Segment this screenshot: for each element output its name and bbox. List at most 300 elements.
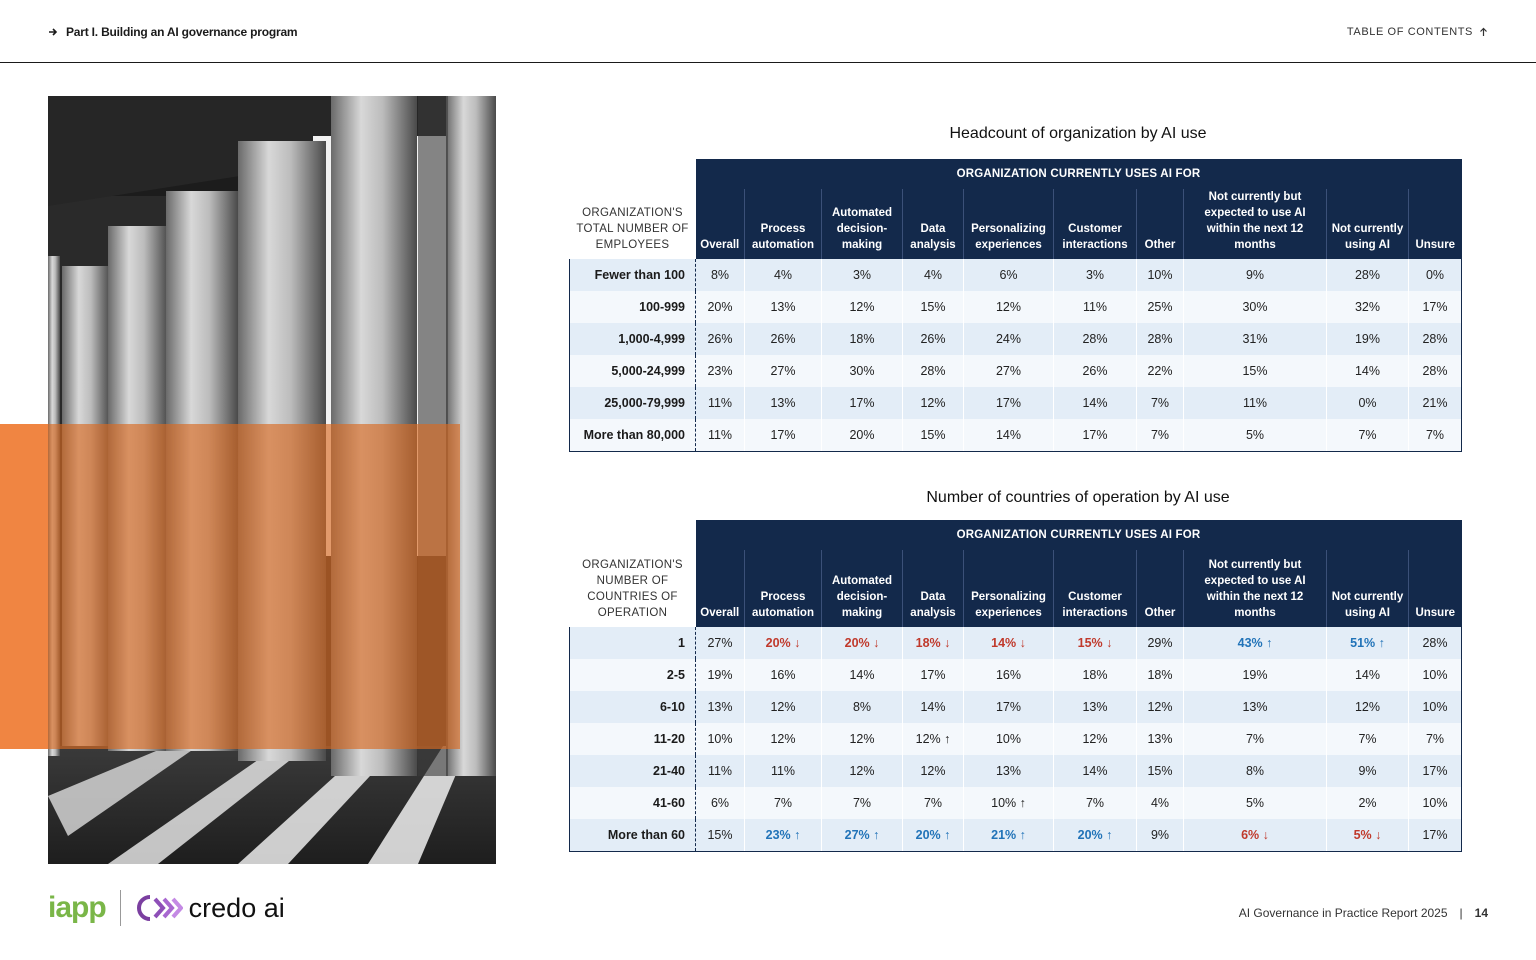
- table-row: [570, 659, 1462, 691]
- table-cell: [1327, 691, 1409, 723]
- cell-value: 12%: [920, 396, 946, 410]
- cell-value: 15%: [920, 300, 946, 314]
- cell-value: 10%: [1422, 700, 1448, 714]
- cell-value: 18%: [1147, 668, 1173, 682]
- table-cell: [1184, 627, 1327, 659]
- footer-separator: |: [1459, 906, 1463, 920]
- cell-value: 30%: [849, 364, 875, 378]
- table-cell: [903, 787, 964, 819]
- cell-value: 25%: [1147, 300, 1173, 314]
- table-cell: [1409, 387, 1462, 419]
- table-row: [570, 291, 1462, 323]
- table-cell: [1409, 659, 1462, 691]
- table-cell: [1409, 819, 1462, 851]
- cell-value: 43% ↑: [1237, 636, 1273, 650]
- table-cell: [903, 387, 964, 419]
- cell-value: 21% ↑: [991, 827, 1026, 842]
- table-cell: [1054, 259, 1137, 291]
- cell-value: 10%: [1147, 268, 1173, 282]
- table-cell: [1137, 819, 1184, 851]
- cell-value: 28%: [920, 364, 946, 378]
- table-cell: [1184, 291, 1327, 323]
- cell-value: 14%: [1354, 668, 1381, 682]
- cell-value: 14%: [1082, 764, 1108, 778]
- table-cell: [1137, 355, 1184, 387]
- table-cell: [696, 691, 745, 723]
- table-cell: [822, 355, 903, 387]
- table-row: [570, 819, 1462, 851]
- cell-value: 15%: [707, 827, 733, 842]
- span-header: ORGANIZATION CURRENTLY USES AI FOR: [696, 520, 1462, 550]
- table-cell: [964, 355, 1054, 387]
- cell-value: 28%: [1354, 268, 1381, 282]
- row-label: 41-60: [570, 787, 696, 819]
- col-header: Automated decision-making: [822, 550, 903, 627]
- table-cell: [1409, 723, 1462, 755]
- table-cell: [745, 755, 822, 787]
- cell-value: 7%: [1150, 396, 1170, 410]
- table-cell: [1054, 659, 1137, 691]
- col-header: Not currently but expected to use AI within the next 12 months: [1184, 189, 1327, 259]
- table-cell: [696, 819, 745, 851]
- cell-value: 13%: [770, 300, 796, 314]
- cell-value: 12%: [849, 300, 875, 314]
- cell-value: 29%: [1147, 636, 1173, 650]
- table-cell: [1054, 419, 1137, 451]
- cell-value: 12%: [849, 764, 875, 778]
- row-label: 5,000-24,999: [570, 355, 696, 387]
- cell-value: 10%: [707, 732, 733, 746]
- cell-value: 20% ↓: [765, 636, 801, 650]
- table-row: [570, 691, 1462, 723]
- cell-value: 13%: [1082, 700, 1108, 714]
- cell-value: 13%: [995, 764, 1022, 778]
- cell-value: 5% ↓: [1353, 827, 1382, 842]
- cell-value: 4%: [1150, 796, 1170, 810]
- cell-value: 12% ↑: [915, 732, 951, 746]
- table-cell: [696, 723, 745, 755]
- cell-value: 28%: [1422, 364, 1448, 378]
- columns-illustration: [48, 96, 496, 864]
- table-cell: [696, 291, 745, 323]
- table-cell: [1327, 723, 1409, 755]
- table-row: [570, 419, 1462, 451]
- table-cell: [1184, 259, 1327, 291]
- table-cell: [903, 659, 964, 691]
- table-cell: [1137, 419, 1184, 451]
- col-header: Process automation: [745, 550, 822, 627]
- cell-value: 14%: [995, 427, 1022, 442]
- table-cell: [964, 819, 1054, 851]
- table-cell: [745, 387, 822, 419]
- table-cell: [964, 659, 1054, 691]
- cell-value: 3%: [1085, 268, 1105, 282]
- table-cell: [1327, 755, 1409, 787]
- table-cell: [903, 291, 964, 323]
- credo-ai-wordmark: credo ai: [188, 892, 285, 923]
- iapp-logo: iapp: [48, 891, 106, 924]
- table-cell: [1137, 323, 1184, 355]
- cell-value: 32%: [1354, 300, 1381, 314]
- cell-value: 17%: [1422, 764, 1448, 778]
- cell-value: 10%: [995, 732, 1022, 746]
- cell-value: 20%: [707, 300, 733, 314]
- table-cell: [1409, 787, 1462, 819]
- table-cell: [1137, 627, 1184, 659]
- table-cell: [1409, 755, 1462, 787]
- cell-value: 12%: [770, 732, 796, 746]
- cell-value: 7%: [773, 796, 793, 810]
- table-cell: [1054, 291, 1137, 323]
- table-cell: [1054, 387, 1137, 419]
- table-cell: [1137, 755, 1184, 787]
- row-label: Fewer than 100: [570, 259, 696, 291]
- cell-value: 7%: [923, 796, 943, 810]
- cell-value: 22%: [1147, 364, 1173, 378]
- headcount-table: [569, 159, 1462, 452]
- table-cell: [903, 723, 964, 755]
- table-cell: [1184, 323, 1327, 355]
- cell-value: 23%: [707, 364, 733, 378]
- table-cell: [1409, 355, 1462, 387]
- partner-logos: [48, 888, 285, 928]
- cell-value: 28%: [1082, 332, 1108, 346]
- cell-value: 15%: [1147, 764, 1173, 778]
- span-header: ORGANIZATION CURRENTLY USES AI FOR: [696, 159, 1462, 189]
- cell-value: 6%: [999, 268, 1018, 282]
- col-header: Not currently using AI: [1327, 189, 1409, 259]
- table1-title: Headcount of organization by AI use: [949, 125, 1207, 142]
- table-cell: [745, 291, 822, 323]
- cell-value: 18%: [1082, 668, 1108, 682]
- arrow-up-icon: [1479, 27, 1488, 37]
- table-cell: [964, 755, 1054, 787]
- table-cell: [745, 355, 822, 387]
- cell-value: 26%: [770, 332, 796, 346]
- table-cell: [903, 755, 964, 787]
- table-cell: [1137, 787, 1184, 819]
- cell-value: 4%: [923, 268, 943, 282]
- cell-value: 27%: [770, 364, 796, 378]
- table-cell: [745, 691, 822, 723]
- cell-value: 19%: [707, 668, 733, 682]
- cell-value: 17%: [770, 427, 796, 442]
- arrow-right-icon: [48, 27, 58, 37]
- cell-value: 6% ↓: [1241, 827, 1269, 842]
- cell-value: 17%: [1422, 827, 1448, 842]
- row-label: 11-20: [570, 723, 696, 755]
- cell-value: 17%: [920, 668, 946, 682]
- cell-value: 17%: [995, 700, 1022, 714]
- table-cell: [1327, 387, 1409, 419]
- col-header: Unsure: [1409, 189, 1462, 259]
- table2-body: [570, 627, 1462, 851]
- row-label: 6-10: [570, 691, 696, 723]
- cell-value: 14%: [849, 668, 875, 682]
- row-header: ORGANIZATION'S NUMBER OF COUNTRIES OF OPERATION: [582, 559, 683, 619]
- row-label: More than 80,000: [570, 419, 696, 451]
- cell-value: 20%: [849, 427, 875, 442]
- col-header: Personalizing experiences: [964, 189, 1054, 259]
- table-cell: [1327, 819, 1409, 851]
- row-label: 21-40: [570, 755, 696, 787]
- table-cell: [964, 627, 1054, 659]
- col-header: Process automation: [745, 189, 822, 259]
- cell-value: 7%: [852, 796, 872, 810]
- table-cell: [822, 723, 903, 755]
- table-cell: [822, 627, 903, 659]
- table-cell: [1054, 691, 1137, 723]
- cell-value: 24%: [995, 332, 1022, 346]
- table-cell: [696, 387, 745, 419]
- cell-value: 0%: [1425, 268, 1445, 282]
- page-header: [0, 0, 1536, 63]
- table-cell: [822, 755, 903, 787]
- table-cell: [1137, 659, 1184, 691]
- table-row: [570, 259, 1462, 291]
- cell-value: 12%: [849, 732, 875, 746]
- col-header: Overall: [696, 550, 745, 627]
- col-header: Customer interactions: [1054, 189, 1137, 259]
- cell-value: 18%: [849, 332, 875, 346]
- table-cell: [1327, 659, 1409, 691]
- toc-label: TABLE OF CONTENTS: [1346, 26, 1473, 38]
- table-cell: [1409, 691, 1462, 723]
- table-row: [570, 387, 1462, 419]
- table-cell: [745, 259, 822, 291]
- table-cell: [1054, 787, 1137, 819]
- row-label: 1,000-4,999: [570, 323, 696, 355]
- table-cell: [822, 819, 903, 851]
- cell-value: 7%: [1358, 732, 1377, 746]
- table-cell: [964, 691, 1054, 723]
- cell-value: 4%: [773, 268, 793, 282]
- cell-value: 7%: [1425, 427, 1445, 442]
- cell-value: 11%: [770, 764, 796, 778]
- cell-value: 11%: [1082, 300, 1108, 314]
- cell-value: 15%: [1242, 364, 1268, 378]
- col-header: Personalizing experiences: [964, 550, 1054, 627]
- table-cell: [1184, 723, 1327, 755]
- credo-ai-logo: [135, 893, 285, 924]
- table-cell: [1054, 627, 1137, 659]
- table-cell: [1137, 291, 1184, 323]
- table-cell: [696, 323, 745, 355]
- col-header: Not currently but expected to use AI within the next 12 months: [1184, 550, 1327, 627]
- table-cell: [1184, 755, 1327, 787]
- cell-value: 8%: [1245, 764, 1265, 778]
- cell-value: 8%: [852, 700, 872, 714]
- cell-value: 11%: [707, 427, 733, 442]
- cell-value: 10%: [1422, 668, 1448, 682]
- cell-value: 12%: [1147, 700, 1173, 714]
- cell-value: 9%: [1358, 764, 1377, 778]
- table-cell: [745, 723, 822, 755]
- table-cell: [1137, 723, 1184, 755]
- table-cell: [903, 819, 964, 851]
- col-header: Customer interactions: [1054, 550, 1137, 627]
- table-row: [570, 627, 1462, 659]
- cell-value: 11%: [1242, 396, 1268, 410]
- table-cell: [745, 659, 822, 691]
- table-cell: [1409, 323, 1462, 355]
- table-cell: [964, 323, 1054, 355]
- cell-value: 12%: [1082, 732, 1108, 746]
- table-cell: [696, 787, 745, 819]
- cell-value: 2%: [1358, 796, 1377, 810]
- cell-value: 19%: [1354, 332, 1381, 346]
- table-cell: [1184, 787, 1327, 819]
- table-cell: [1409, 291, 1462, 323]
- cell-value: 26%: [707, 332, 733, 346]
- logo-divider: [120, 890, 121, 926]
- table1-body: [570, 259, 1462, 451]
- table2-title: Number of countries of operation by AI use: [926, 489, 1230, 506]
- cell-value: 27% ↑: [844, 827, 880, 842]
- cell-value: 12%: [920, 764, 946, 778]
- report-title: AI Governance in Practice Report 2025: [1238, 906, 1448, 920]
- cell-value: 11%: [707, 396, 733, 410]
- cell-value: 13%: [770, 396, 796, 410]
- table-cell: [822, 787, 903, 819]
- table-cell: [903, 419, 964, 451]
- cell-value: 15%: [920, 427, 946, 442]
- table-cell: [1184, 819, 1327, 851]
- cell-value: 6%: [710, 796, 730, 810]
- table-cell: [822, 691, 903, 723]
- cell-value: 5%: [1245, 796, 1265, 810]
- cell-value: 27%: [995, 364, 1022, 378]
- cell-value: 19%: [1242, 668, 1268, 682]
- table-cell: [1327, 355, 1409, 387]
- cell-value: 14%: [920, 700, 946, 714]
- table-cell: [1054, 323, 1137, 355]
- cell-value: 10%: [1422, 796, 1448, 810]
- cell-value: 0%: [1358, 396, 1377, 410]
- table-cell: [903, 627, 964, 659]
- table-row: [570, 355, 1462, 387]
- cell-value: 31%: [1242, 332, 1268, 346]
- table-cell: [1054, 819, 1137, 851]
- col-header: Data analysis: [903, 550, 964, 627]
- col-header: Overall: [696, 189, 745, 259]
- table-cell: [964, 419, 1054, 451]
- row-label: More than 60: [570, 819, 696, 851]
- row-label: 100-999: [570, 291, 696, 323]
- table-cell: [822, 659, 903, 691]
- table-cell: [1054, 355, 1137, 387]
- cell-value: 51% ↑: [1350, 636, 1385, 650]
- cell-value: 17%: [1082, 427, 1108, 442]
- countries-table: [569, 520, 1462, 852]
- cell-value: 30%: [1242, 300, 1268, 314]
- table-cell: [745, 419, 822, 451]
- columns-photo: [48, 96, 496, 864]
- cell-value: 21%: [1422, 396, 1448, 410]
- cell-value: 15% ↓: [1077, 636, 1113, 650]
- cell-value: 18% ↓: [915, 636, 951, 650]
- table-cell: [1409, 627, 1462, 659]
- cell-value: 3%: [852, 268, 872, 282]
- table-cell: [964, 259, 1054, 291]
- cell-value: 26%: [1082, 364, 1108, 378]
- table-cell: [1184, 419, 1327, 451]
- table-cell: [1054, 723, 1137, 755]
- cell-value: 17%: [995, 396, 1022, 410]
- table-cell: [822, 387, 903, 419]
- table-cell: [745, 323, 822, 355]
- col-header: Other: [1137, 189, 1184, 259]
- cell-value: 20% ↓: [844, 636, 880, 650]
- table-cell: [696, 355, 745, 387]
- cell-value: 20% ↑: [915, 827, 951, 842]
- table-cell: [1327, 419, 1409, 451]
- cell-value: 17%: [849, 396, 875, 410]
- cell-value: 9%: [1150, 827, 1170, 842]
- cell-value: 14%: [1082, 396, 1108, 410]
- row-header: ORGANIZATION'S TOTAL NUMBER OF EMPLOYEES: [576, 207, 689, 251]
- table-cell: [964, 787, 1054, 819]
- table-cell: [1137, 259, 1184, 291]
- table-cell: [964, 291, 1054, 323]
- row-label: 25,000-79,999: [570, 387, 696, 419]
- table-cell: [964, 387, 1054, 419]
- table-cell: [1409, 419, 1462, 451]
- table-cell: [696, 627, 745, 659]
- table-cell: [745, 627, 822, 659]
- cell-value: 27%: [707, 636, 733, 650]
- page-footer: [1239, 906, 1488, 920]
- cell-value: 9%: [1245, 268, 1265, 282]
- table-row: [570, 755, 1462, 787]
- cell-value: 16%: [770, 668, 796, 682]
- table-cell: [696, 259, 745, 291]
- table-cell: [1327, 627, 1409, 659]
- col-header: Other: [1137, 550, 1184, 627]
- cell-value: 8%: [710, 268, 730, 282]
- table-cell: [903, 259, 964, 291]
- col-header: Unsure: [1409, 550, 1462, 627]
- table-cell: [696, 755, 745, 787]
- table-cell: [745, 819, 822, 851]
- table-cell: [903, 691, 964, 723]
- col-header: Automated decision-making: [822, 189, 903, 259]
- table-row: [570, 323, 1462, 355]
- cell-value: 16%: [995, 668, 1022, 682]
- cell-value: 11%: [707, 764, 733, 778]
- table-cell: [696, 419, 745, 451]
- table-cell: [1184, 387, 1327, 419]
- cell-value: 7%: [1425, 732, 1445, 746]
- table-cell: [1137, 691, 1184, 723]
- col-header: Not currently using AI: [1327, 550, 1409, 627]
- table-cell: [1184, 355, 1327, 387]
- table-cell: [1184, 691, 1327, 723]
- cell-value: 7%: [1150, 427, 1170, 442]
- breadcrumb[interactable]: [48, 25, 297, 39]
- table-cell: [1327, 787, 1409, 819]
- table-cell: [1137, 387, 1184, 419]
- table-cell: [1409, 259, 1462, 291]
- cell-value: 7%: [1358, 427, 1377, 442]
- cell-value: 13%: [707, 700, 733, 714]
- cell-value: 12%: [770, 700, 796, 714]
- row-label: 1: [570, 627, 696, 659]
- cell-value: 12%: [995, 300, 1022, 314]
- table-cell: [1054, 755, 1137, 787]
- table-of-contents-link[interactable]: [1347, 26, 1488, 38]
- cell-value: 7%: [1245, 732, 1265, 746]
